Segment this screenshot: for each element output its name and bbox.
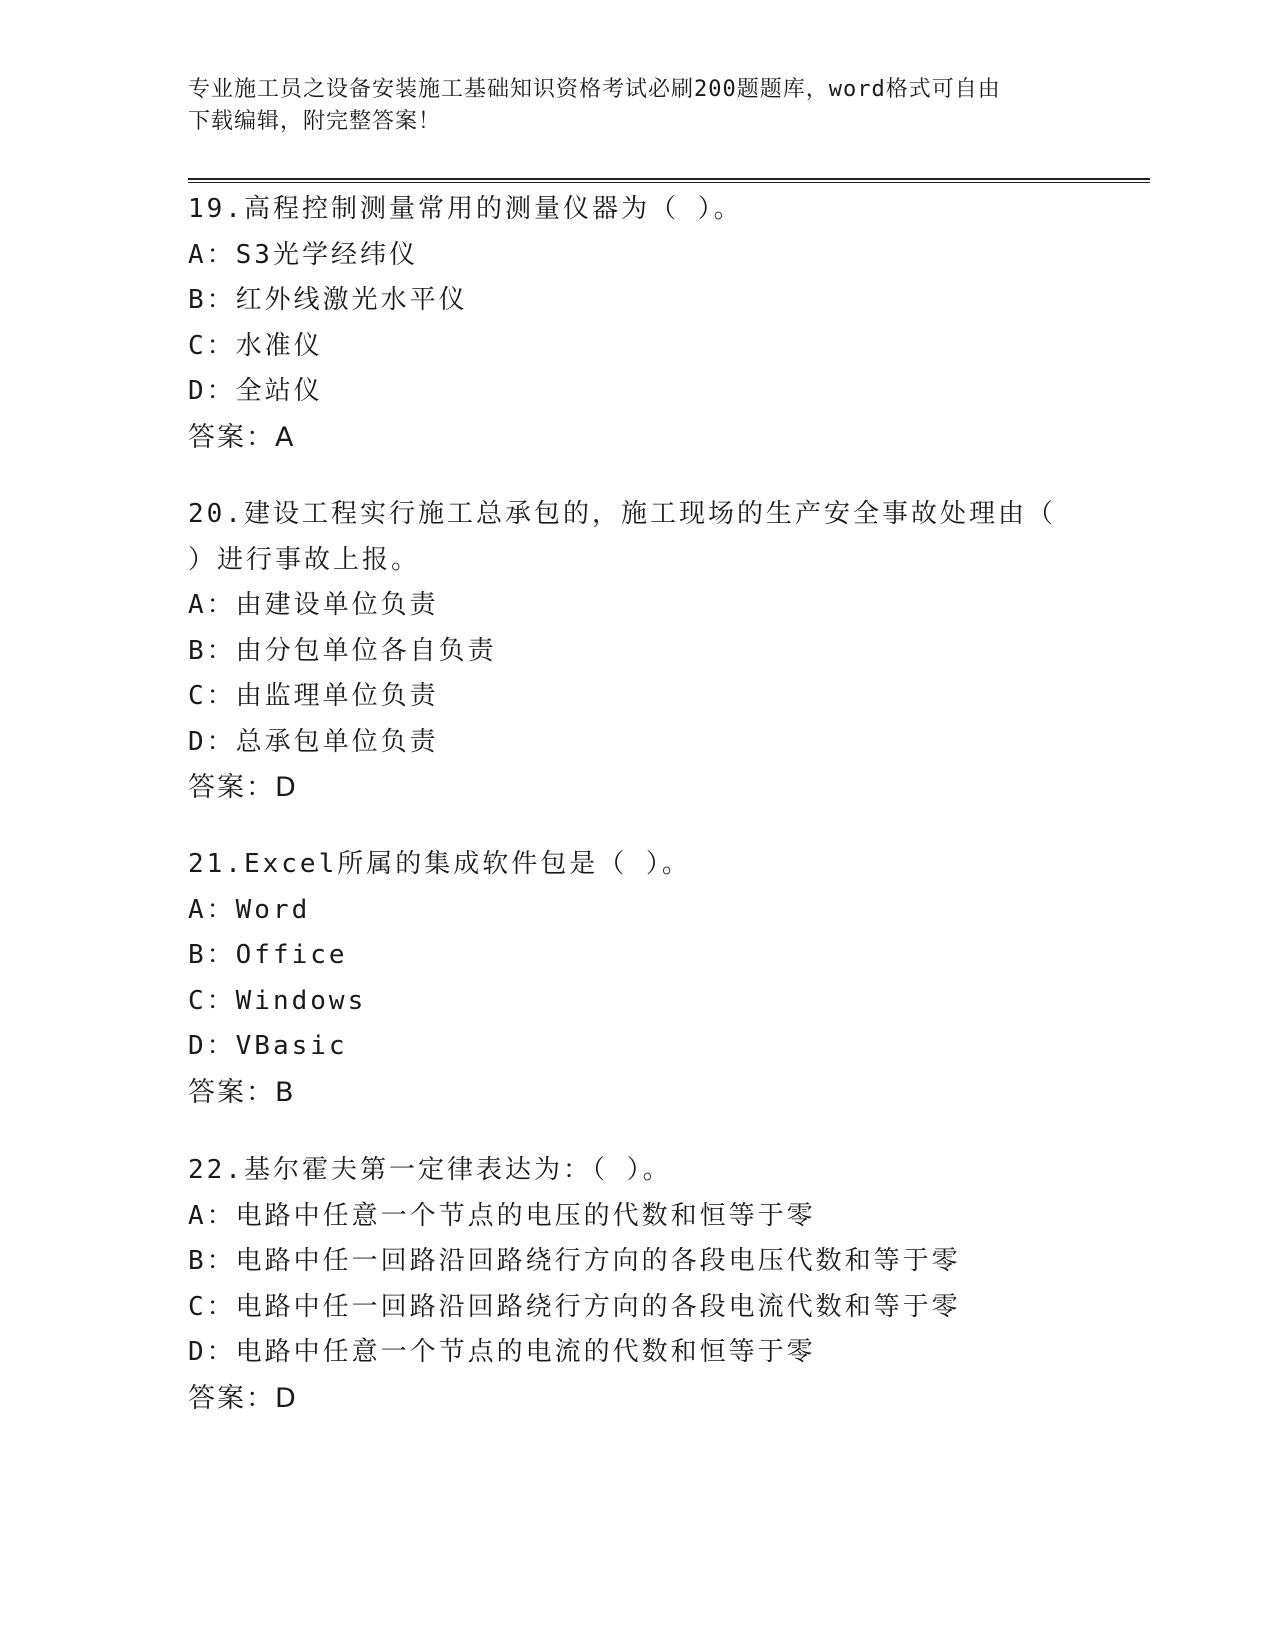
option-b: B：电路中任一回路沿回路绕行方向的各段电压代数和等于零 — [188, 1246, 961, 1276]
question-stem: 22.基尔霍夫第一定律表达为：（ ）。 — [188, 1155, 672, 1185]
option-b: B：由分包单位各自负责 — [188, 635, 497, 666]
header-line-1: 专业施工员之设备安装施工基础知识资格考试必刷200题题库，word格式可自由 — [188, 77, 1001, 102]
option-a: A：电路中任意一个节点的电压的代数和恒等于零 — [188, 1200, 816, 1231]
question-20 — [188, 492, 1088, 811]
header-line-2: 下载编辑，附完整答案！ — [188, 109, 442, 134]
question-19 — [188, 187, 1088, 460]
question-stem-continued: ）进行事故上报。 — [188, 544, 421, 575]
question-stem: 20.建设工程实行施工总承包的，施工现场的生产安全事故处理由（ — [188, 499, 1056, 529]
option-d: D：总承包单位负责 — [188, 726, 439, 757]
option-a: A：S3光学经纬仪 — [188, 239, 418, 270]
option-a: A：Word — [188, 894, 311, 925]
option-c: C：水准仪 — [188, 330, 323, 361]
answer: 答案：D — [188, 1382, 298, 1414]
document-header — [188, 74, 1088, 138]
option-a: A：由建设单位负责 — [188, 590, 439, 620]
option-b: B：Office — [188, 940, 348, 970]
answer: 答案：D — [188, 772, 298, 803]
option-d: D：VBasic — [188, 1031, 348, 1061]
question-stem: 21.Excel所属的集成软件包是（ ）。 — [188, 849, 691, 879]
option-c: C：电路中任一回路沿回路绕行方向的各段电流代数和等于零 — [188, 1291, 961, 1322]
question-22 — [188, 1148, 1088, 1421]
answer: 答案：B — [188, 1076, 296, 1108]
header-divider — [188, 178, 1150, 183]
question-21 — [188, 842, 1088, 1115]
option-b: B：红外线激光水平仪 — [188, 285, 468, 315]
option-c: C：Windows — [188, 985, 367, 1016]
option-d: D：电路中任意一个节点的电流的代数和恒等于零 — [188, 1337, 816, 1367]
option-c: C：由监理单位负责 — [188, 681, 439, 711]
answer: 答案：A — [188, 421, 296, 453]
question-stem: 19.高程控制测量常用的测量仪器为（ ）。 — [188, 194, 743, 224]
option-d: D：全站仪 — [188, 376, 323, 406]
